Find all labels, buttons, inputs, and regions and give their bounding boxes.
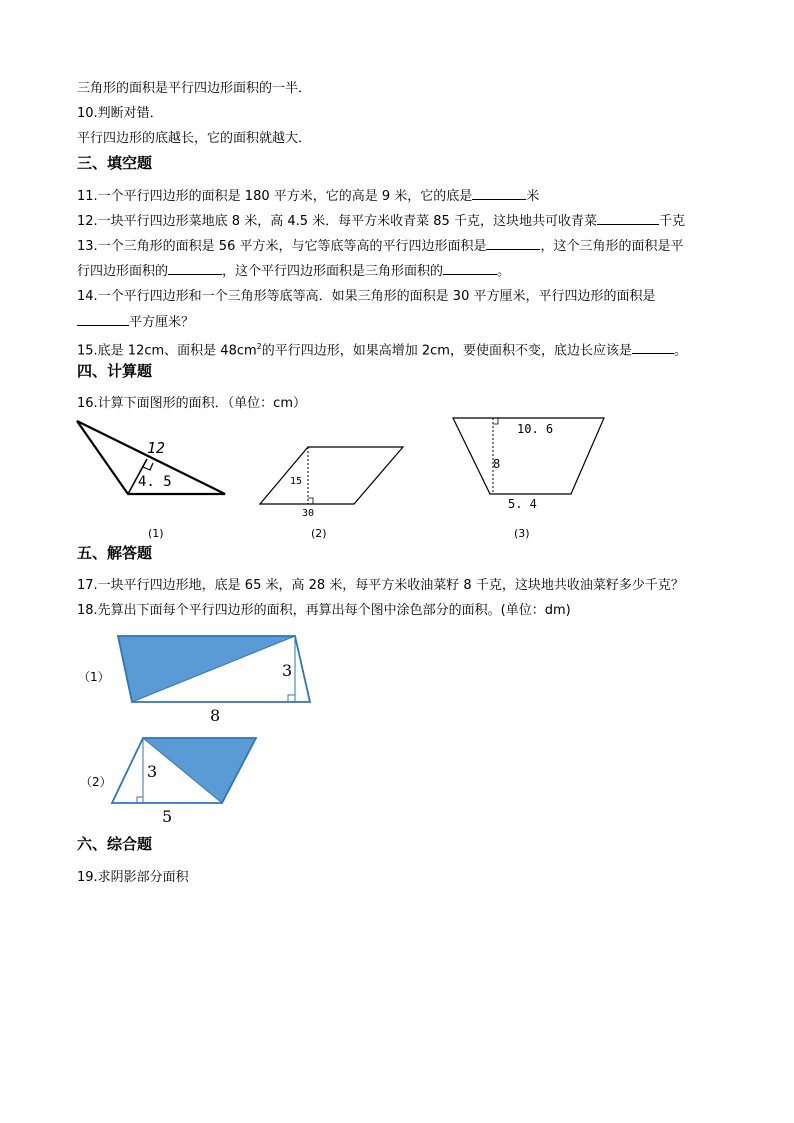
question-16: 16.计算下面图形的面积．（单位：cm）	[77, 396, 306, 411]
question-19: 19.求阴影部分面积	[77, 870, 189, 885]
q13-text-b: ，这个三角形的面积是平	[540, 239, 684, 254]
q15-text-a: 15.底是 12cm、面积是 48cm	[77, 343, 257, 359]
section-6-heading: 六、综合题	[77, 835, 153, 853]
right-angle-mark	[288, 695, 295, 702]
figure-3-trapezoid	[450, 415, 610, 515]
q15-text-b: 的平行四边形，如果高增加 2cm，要使面积不变，底边长应该是	[261, 343, 632, 359]
q14-text: 14.一个平行四边形和一个三角形等底等高．如果三角形的面积是 30 平方厘米，平行四边形的面积是	[77, 289, 656, 304]
right-angle-mark	[137, 797, 143, 803]
q12-unit: 千克	[658, 214, 685, 229]
question-17: 17.一块平行四边形地，底是 65 米，高 28 米，每平方米收油菜籽 8 千克，这块地共收油菜籽多少千克？	[77, 578, 684, 593]
question-14-line-2	[77, 313, 194, 332]
fig1-caption: (1)	[148, 527, 164, 540]
fig3-caption: (3)	[514, 527, 530, 540]
fig5-height-label: 3	[147, 762, 158, 781]
q13-text-a: 13.一个三角形的面积是 56 平方米，与它等底等高的平行四边形面积是	[77, 239, 487, 254]
parallelogram-outline	[260, 447, 403, 504]
q9-statement: 三角形的面积是平行四边形面积的一半．	[77, 81, 312, 96]
shaded-triangle	[118, 636, 295, 702]
q15-text-c: 。	[673, 343, 687, 359]
fig5-label: （2）	[80, 775, 112, 789]
right-angle-mark	[493, 418, 498, 424]
section-4-heading: 四、计算题	[77, 362, 153, 380]
q11-unit: 米	[526, 189, 540, 204]
question-13-line-1	[77, 237, 684, 256]
question-11	[77, 187, 539, 206]
figure-18-1-parallelogram	[110, 630, 320, 725]
figure-2-parallelogram	[258, 445, 408, 520]
fig2-caption: (2)	[311, 527, 327, 540]
figure-1-triangle	[75, 418, 235, 500]
right-angle-mark	[308, 498, 313, 504]
fig3-height-label: 8	[493, 457, 501, 471]
section-5-heading: 五、解答题	[77, 544, 153, 562]
q10-statement: 平行四边形的底越长，它的面积就越大．	[77, 131, 312, 146]
q10-title: 10.判断对错．	[77, 106, 163, 121]
question-15	[77, 338, 687, 360]
q13-answer-blank-2[interactable]	[168, 262, 222, 275]
fig1-height-label: 12	[147, 439, 166, 457]
q13-text-c: 行四边形面积的	[77, 264, 169, 279]
fig1-base-label: 4. 5	[138, 474, 172, 490]
fig4-label: （1）	[78, 670, 110, 684]
question-13-line-2	[77, 262, 510, 281]
fig2-base-label: 30	[302, 508, 315, 519]
fig4-height-label: 3	[282, 661, 293, 680]
q14-unit: 平方厘米？	[129, 315, 195, 330]
q11-text: 11.一个平行四边形的面积是 180 平方米，它的高是 9 米，它的底是	[77, 189, 473, 204]
q11-answer-blank[interactable]	[472, 187, 526, 200]
fig4-base-label: 8	[210, 706, 221, 725]
q12-text: 12.一块平行四边形菜地底 8 米，高 4.5 米．每平方米收青菜 85 千克，这块地共可收青菜	[77, 214, 597, 229]
q13-answer-blank-1[interactable]	[486, 237, 540, 250]
figure-18-2-parallelogram	[110, 733, 270, 828]
question-12	[77, 212, 685, 231]
q13-text-e: 。	[497, 264, 511, 279]
q13-answer-blank-3[interactable]	[443, 262, 497, 275]
fig2-height-label: 15	[290, 476, 303, 487]
question-14-line-1	[77, 288, 655, 306]
q13-text-d: ，这个平行四边形面积是三角形面积的	[222, 264, 444, 279]
question-18: 18.先算出下面每个平行四边形的面积，再算出每个图中涂色部分的面积。(单位：dm)	[77, 603, 571, 618]
q15-superscript: 2	[256, 342, 262, 351]
section-3-heading: 三、填空题	[77, 154, 153, 172]
q12-answer-blank[interactable]	[597, 212, 659, 225]
fig3-bottom-label: 5. 4	[508, 497, 537, 511]
fig5-base-label: 5	[162, 807, 173, 826]
fig3-top-label: 10. 6	[517, 422, 554, 436]
q14-answer-blank[interactable]	[77, 313, 129, 326]
q15-answer-blank[interactable]	[632, 341, 674, 354]
